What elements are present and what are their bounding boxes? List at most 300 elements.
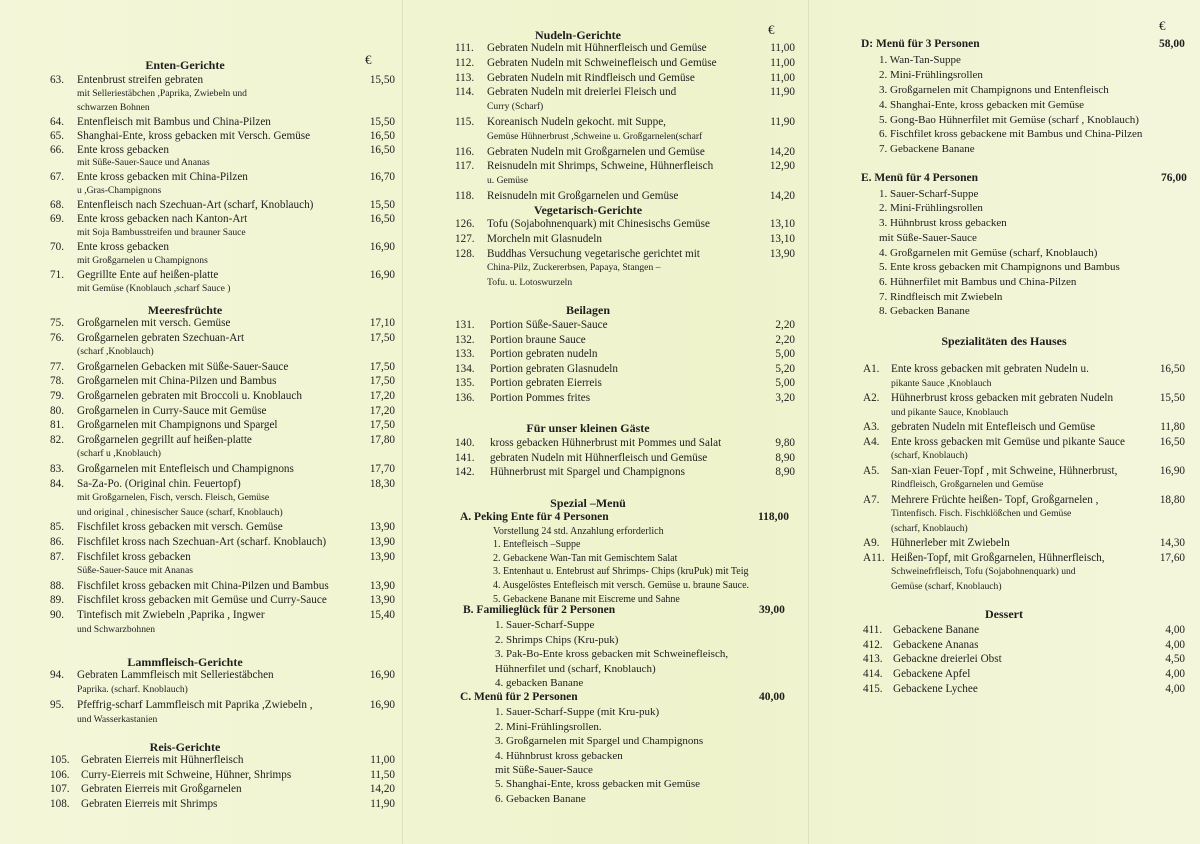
item-description: Fischfilet kross gebacken mit China-Pilzen und Bambus xyxy=(77,579,329,592)
item-description: Hühnerbrust kross gebacken mit gebraten Nudeln xyxy=(891,392,1114,404)
item-number: 89. xyxy=(50,594,64,607)
item-number: 136. xyxy=(455,392,475,404)
section-heading: Spezialitäten des Hauses xyxy=(941,334,1067,348)
item-price: 3,20 xyxy=(775,392,795,404)
item-description: Gebackene Lychee xyxy=(893,682,978,695)
item-number: 142. xyxy=(455,466,475,479)
item-price: 4,00 xyxy=(1165,638,1185,651)
section-heading: Für unser kleinen Gäste xyxy=(526,421,650,435)
item-number: 128. xyxy=(455,247,475,260)
menu-item xyxy=(50,360,395,374)
menu-item xyxy=(455,247,795,261)
item-number: 127. xyxy=(455,232,475,245)
set-menu-title: C. Menü für 2 Personen xyxy=(460,691,578,703)
section-heading: Vegetarisch-Gerichte xyxy=(533,203,643,217)
set-menu-course: 3. Hühnbrust kross gebacken xyxy=(879,217,1007,230)
item-number: 107. xyxy=(50,783,70,796)
item-price: 2,20 xyxy=(775,333,795,346)
item-price: 13,90 xyxy=(369,579,395,592)
set-menu-course: Vorstellung 24 std. Anzahlung erforderlich xyxy=(493,525,664,537)
item-price: 16,50 xyxy=(1159,435,1185,448)
item-subline: mit Großgarnelen u Champignons xyxy=(77,254,208,266)
item-price: 11,90 xyxy=(770,86,795,99)
menu-item xyxy=(455,436,795,450)
item-price: 17,50 xyxy=(369,419,395,432)
menu-item xyxy=(50,212,395,226)
item-subline: mit Gemüse (Knoblauch ,scharf Sauce ) xyxy=(77,282,231,294)
item-number: 141. xyxy=(455,451,475,464)
item-number: 114. xyxy=(455,86,475,99)
item-description: Großgarnelen in Curry-Sauce mit Gemüse xyxy=(77,404,267,417)
set-menu-course: mit Süße-Sauer-Sauce xyxy=(879,231,977,244)
menu-item xyxy=(50,668,395,682)
item-description: gebraten Nudeln mit Entefleisch und Gemüse xyxy=(891,421,1096,433)
item-number: 65. xyxy=(50,129,64,142)
item-subline: Süße-Sauer-Sauce mit Ananas xyxy=(77,565,193,577)
item-price: 9,80 xyxy=(775,437,795,449)
menu-item xyxy=(50,316,395,330)
item-price: 11,90 xyxy=(370,797,395,810)
section-heading: Lammfleisch-Gerichte xyxy=(127,655,243,669)
item-subline: Curry (Scharf) xyxy=(487,101,544,113)
set-menu-course: Hühnerfilet und (scharf, Knoblauch) xyxy=(495,662,656,675)
item-description: Großgarnelen mit versch. Gemüse xyxy=(77,317,231,329)
item-description: Reisnudeln mit Großgarnelen und Gemüse xyxy=(487,190,679,202)
item-price: 17,80 xyxy=(369,433,395,446)
item-number: 135. xyxy=(455,377,475,390)
menu-item xyxy=(50,477,395,491)
section-heading: Dessert xyxy=(985,607,1023,621)
item-number: 90. xyxy=(50,609,64,621)
item-price: 17,20 xyxy=(369,404,395,417)
item-price: 4,00 xyxy=(1165,624,1185,636)
menu-item xyxy=(455,451,795,465)
item-number: 134. xyxy=(455,362,475,375)
menu-item xyxy=(50,579,395,593)
euro-symbol: € xyxy=(768,22,775,37)
item-description: Portion braune Sauce xyxy=(490,333,586,346)
item-number: 414. xyxy=(863,668,883,681)
menu-item xyxy=(455,56,795,70)
item-price: 5,20 xyxy=(775,362,795,375)
item-number: 116. xyxy=(455,145,475,158)
item-number: 82. xyxy=(50,433,64,446)
item-price: 16,50 xyxy=(369,129,395,142)
item-number: 66. xyxy=(50,143,64,156)
menu-item xyxy=(863,464,1185,478)
item-subline: (scharf u ,Knoblauch) xyxy=(77,448,161,460)
menu-item xyxy=(50,389,395,403)
set-menu-course: 3. Großgarnelen mit Champignons und Entenfleisch xyxy=(879,83,1109,96)
menu-item xyxy=(863,536,1185,550)
item-number: 85. xyxy=(50,521,64,534)
item-description: Großgarnelen gegrillt auf heißen-platte xyxy=(77,433,252,446)
section-heading: Reis-Gerichte xyxy=(149,740,221,754)
item-description: Gebraten Eierreis mit Großgarnelen xyxy=(81,783,242,796)
item-price: 11,00 xyxy=(770,56,795,69)
item-price: 4,50 xyxy=(1165,653,1185,666)
item-description: Portion Pommes frites xyxy=(490,392,591,404)
item-subline: u. Gemüse xyxy=(487,175,529,187)
item-subline: Tintenfisch. Fisch. Fischklößchen und Gemüse xyxy=(891,508,1072,519)
menu-item xyxy=(50,462,395,476)
item-number: 84. xyxy=(50,477,64,490)
menu-item xyxy=(455,347,795,361)
menu-item xyxy=(455,318,795,332)
item-price: 14,30 xyxy=(1159,537,1185,549)
menu-item xyxy=(863,362,1185,376)
item-number: 83. xyxy=(50,463,64,475)
item-number: 86. xyxy=(50,536,64,548)
set-menu-course: 1. Sauer-Scharf-Suppe xyxy=(495,619,595,632)
set-menu-price: 40,00 xyxy=(759,691,785,703)
item-description: Tofu (Sojabohnenquark) mit Chinesischs Gemüse xyxy=(487,218,710,230)
menu-item xyxy=(455,362,795,376)
item-number: 76. xyxy=(50,331,64,344)
item-number: A11. xyxy=(863,551,885,564)
item-description: Curry-Eierreis mit Schweine, Hühner, Shrimps xyxy=(81,768,292,781)
menu-item xyxy=(50,520,395,534)
item-price: 15,50 xyxy=(369,115,395,128)
set-menu-price: 58,00 xyxy=(1159,38,1185,50)
item-description: Gebraten Nudeln mit Rindfleisch und Gemüse xyxy=(487,71,695,84)
item-price: 15,40 xyxy=(369,609,395,621)
item-number: 412. xyxy=(863,638,883,651)
item-price: 17,60 xyxy=(1159,551,1185,564)
item-number: 88. xyxy=(50,579,64,592)
item-description: Fischfilet kross gebacken mit Gemüse und Curry-Sauce xyxy=(77,594,327,607)
item-description: Gebackne dreierlei Obst xyxy=(893,653,1002,666)
menu-item xyxy=(863,638,1185,652)
set-menu-price: 76,00 xyxy=(1161,172,1187,184)
item-price: 16,90 xyxy=(369,240,395,253)
item-price: 16,90 xyxy=(369,699,395,711)
item-subline: Tofu. u. Lotoswurzeln xyxy=(487,277,573,289)
item-description: Gebraten Nudeln mit Großgarnelen und Gemüse xyxy=(487,145,705,158)
menu-item xyxy=(50,550,395,564)
item-number: 115. xyxy=(455,116,475,128)
set-menu-title: B. Familieglück für 2 Personen xyxy=(463,604,616,616)
item-price: 5,00 xyxy=(775,377,795,390)
item-description: Gebackene Ananas xyxy=(893,638,979,651)
set-menu-course: 8. Gebacken Banane xyxy=(879,305,970,318)
item-price: 16,90 xyxy=(369,268,395,281)
menu-item xyxy=(455,189,795,203)
item-number: 113. xyxy=(455,71,475,84)
set-menu-title: A. Peking Ente für 4 Personen xyxy=(460,511,609,523)
set-menu-title: D: Menü für 3 Personen xyxy=(861,38,980,50)
item-number: 64. xyxy=(50,115,64,128)
item-description: Gebraten Nudeln mit Schweinefleisch und Gemüse xyxy=(487,56,717,69)
item-number: 133. xyxy=(455,348,475,361)
set-menu-course: 4. gebacken Banane xyxy=(495,677,584,689)
item-number: 415. xyxy=(863,682,883,695)
item-description: Gebackene Banane xyxy=(893,624,980,636)
item-number: 81. xyxy=(50,419,64,432)
item-description: Großgarnelen Gebacken mit Süße-Sauer-Sauce xyxy=(77,360,289,373)
item-price: 15,50 xyxy=(369,199,395,212)
item-number: 87. xyxy=(50,550,64,563)
item-description: Gebraten Eierreis mit Shrimps xyxy=(81,797,218,810)
set-menu-course: 7. Rindfleisch mit Zwiebeln xyxy=(879,290,1003,303)
item-number: 79. xyxy=(50,390,64,402)
item-number: A9. xyxy=(863,537,880,549)
item-subline: China-Pilz, Zuckererbsen, Papaya, Stangen – xyxy=(487,262,661,274)
item-number: 75. xyxy=(50,317,64,329)
item-subline: Paprika. (scharf. Knoblauch) xyxy=(77,684,188,695)
menu-item xyxy=(455,115,795,129)
item-number: 105. xyxy=(50,754,70,766)
item-price: 11,90 xyxy=(770,116,795,128)
item-price: 13,90 xyxy=(369,594,395,607)
set-menu-course: 1. Sauer-Scharf-Suppe (mit Kru-puk) xyxy=(495,706,660,719)
menu-item xyxy=(455,232,795,246)
item-price: 16,50 xyxy=(1159,363,1185,375)
item-price: 18,30 xyxy=(369,477,395,490)
item-price: 2,20 xyxy=(775,319,795,331)
item-number: 78. xyxy=(50,375,64,388)
item-description: Gebraten Nudeln mit Hühnerfleisch und Gemüse xyxy=(487,42,707,54)
set-menu-course: 6. Hühnerfilet mit Bambus und China-Pilzen xyxy=(879,275,1077,288)
menu-item xyxy=(50,143,395,157)
item-price: 13,90 xyxy=(369,521,395,534)
item-number: 94. xyxy=(50,669,64,681)
item-price: 8,90 xyxy=(775,466,795,479)
menu-panel-left xyxy=(0,0,402,844)
menu-item xyxy=(863,667,1185,681)
item-price: 11,00 xyxy=(770,42,795,54)
item-price: 17,10 xyxy=(369,317,395,329)
set-menu-course: 4. Ausgelöstes Entefleisch mit versch. Gemüse u. braune Sauce. xyxy=(493,580,750,591)
menu-item xyxy=(50,753,395,767)
item-description: Gebraten Eierreis mit Hühnerfleisch xyxy=(81,754,244,766)
item-price: 16,90 xyxy=(369,669,395,681)
section-heading: Beilagen xyxy=(566,303,610,317)
section-heading: Meeresfrüchte xyxy=(147,303,223,317)
item-subline: Gemüse (scharf, Knoblauch) xyxy=(891,580,1002,592)
item-price: 16,70 xyxy=(369,171,395,184)
item-subline: und Wasserkastanien xyxy=(77,714,158,725)
set-menu-price: 118,00 xyxy=(758,511,789,523)
set-menu-course: 6. Gebacken Banane xyxy=(495,792,586,805)
menu-item xyxy=(455,159,795,173)
item-description: Heißen-Topf, mit Großgarnelen, Hühnerfleisch, xyxy=(891,551,1105,564)
item-description: Großgarnelen mit China-Pilzen und Bambus xyxy=(77,375,277,388)
item-description: Ente kross gebacken xyxy=(77,240,169,253)
item-price: 12,90 xyxy=(769,160,795,173)
menu-item xyxy=(50,768,395,782)
item-description: Portion Süße-Sauer-Sauce xyxy=(490,319,608,331)
item-description: Gebackene Apfel xyxy=(893,668,971,681)
menu-item xyxy=(455,217,795,231)
set-menu-course: 1. Entefleisch –Suppe xyxy=(493,539,581,551)
item-subline: pikante Sauce ,Knoblauch xyxy=(891,377,992,389)
menu-panel-middle xyxy=(402,0,809,844)
menu-item xyxy=(50,433,395,447)
set-menu-course: 7. Gebackene Banane xyxy=(879,143,975,156)
set-menu-course: 4. Shanghai-Ente, kross gebacken mit Gemüse xyxy=(879,98,1084,111)
item-description: Buddhas Versuchung vegetarische gerichtet mit xyxy=(487,247,700,260)
menu-item xyxy=(455,85,795,99)
menu-panel-right xyxy=(808,0,1200,844)
item-number: 131. xyxy=(455,319,475,331)
item-price: 11,80 xyxy=(1160,421,1185,433)
set-menu-course: 2. Mini-Frühlingsrollen xyxy=(879,68,983,81)
item-number: 67. xyxy=(50,171,64,184)
item-price: 13,90 xyxy=(369,550,395,563)
item-description: kross gebacken Hühnerbrust mit Pommes und Salat xyxy=(490,437,722,449)
menu-item xyxy=(50,331,395,345)
item-price: 4,00 xyxy=(1165,668,1185,681)
item-price: 16,50 xyxy=(369,213,395,225)
euro-symbol: € xyxy=(365,52,372,67)
item-description: Großgarnelen gebraten mit Broccoli u. Knoblauch xyxy=(77,390,302,402)
item-number: A3. xyxy=(863,421,880,433)
item-price: 4,00 xyxy=(1165,682,1185,695)
item-description: Pfeffrig-scharf Lammfleisch mit Paprika ,Zwiebeln , xyxy=(77,699,313,711)
item-price: 14,20 xyxy=(769,145,795,158)
item-subline: (scharf, Knoblauch) xyxy=(891,522,968,534)
item-description: Fischfilet kross gebacken xyxy=(77,550,191,563)
set-menu-course: mit Süße-Sauer-Sauce xyxy=(495,764,593,776)
menu-item xyxy=(50,782,395,796)
item-description: Fischfilet kross nach Szechuan-Art (scharf. Knoblauch) xyxy=(77,536,327,548)
set-menu-course: 2. Shrimps Chips (Kru-puk) xyxy=(495,633,619,646)
item-number: 111. xyxy=(455,42,474,54)
item-number: 95. xyxy=(50,699,64,711)
menu-item xyxy=(863,435,1185,449)
item-number: 68. xyxy=(50,199,64,212)
item-price: 14,20 xyxy=(369,783,395,796)
item-description: Mehrere Früchte heißen- Topf, Großgarnelen , xyxy=(891,493,1099,506)
menu-item xyxy=(455,465,795,479)
item-description: Hühnerbrust mit Spargel und Champignons xyxy=(490,466,685,479)
item-number: 112. xyxy=(455,56,475,69)
menu-item xyxy=(50,268,395,282)
menu-item xyxy=(863,391,1185,405)
item-price: 11,00 xyxy=(770,71,795,84)
euro-symbol: € xyxy=(1159,18,1166,33)
item-subline: (scharf, Knoblauch) xyxy=(891,450,968,461)
menu-item xyxy=(50,374,395,388)
item-price: 17,50 xyxy=(369,360,395,373)
menu-item xyxy=(50,593,395,607)
item-description: Großgarnelen mit Champignons und Spargel xyxy=(77,419,278,432)
menu-item xyxy=(50,698,395,712)
item-description: Großgarnelen gebraten Szechuan-Art xyxy=(77,331,245,344)
item-price: 13,90 xyxy=(369,536,395,548)
menu-item xyxy=(50,797,395,811)
menu-item xyxy=(455,391,795,405)
set-menu-course: 3. Großgarnelen mit Spargel und Champignons xyxy=(495,735,704,748)
menu-item xyxy=(863,652,1185,666)
item-description: Hühnerleber mit Zwiebeln xyxy=(891,537,1010,549)
item-price: 8,90 xyxy=(775,451,795,464)
item-number: 126. xyxy=(455,218,475,230)
item-subline: mit Soja Bambusstreifen und brauner Sauce xyxy=(77,226,246,238)
item-description: Ente kross gebacken nach Kanton-Art xyxy=(77,213,248,225)
menu-item xyxy=(863,682,1185,696)
item-price: 11,00 xyxy=(370,754,395,766)
item-number: 71. xyxy=(50,268,64,281)
section-heading: Spezial –Menü xyxy=(550,496,626,510)
item-price: 15,50 xyxy=(369,74,395,86)
item-price: 16,90 xyxy=(1159,464,1185,477)
item-description: Entenfleisch nach Szechuan-Art (scharf, Knoblauch) xyxy=(77,199,314,212)
item-number: 140. xyxy=(455,437,475,449)
item-price: 17,20 xyxy=(369,390,395,402)
set-menu-course: 3. Entenhaut u. Entebrust auf Shrimps- Chips (kruPuk) mit Teig xyxy=(493,566,749,578)
set-menu-course: 4. Großgarnelen mit Gemüse (scharf, Knoblauch) xyxy=(879,246,1098,259)
item-subline: schwarzen Bohnen xyxy=(77,101,150,113)
section-heading: Enten-Gerichte xyxy=(145,58,225,72)
item-number: A2. xyxy=(863,392,880,404)
menu-item xyxy=(50,240,395,254)
menu-item xyxy=(50,404,395,418)
item-description: Sa-Za-Po. (Original chin. Feuertopf) xyxy=(77,477,241,490)
item-description: Entenfleisch mit Bambus und China-Pilzen xyxy=(77,115,271,128)
item-subline: mit Großgarnelen, Fisch, versch. Fleisch, Gemüse xyxy=(77,492,270,504)
item-price: 17,50 xyxy=(369,375,395,388)
item-description: Reisnudeln mit Shrimps, Schweine, Hühnerfleisch xyxy=(487,160,714,173)
menu-item xyxy=(455,333,795,347)
item-subline: und original , chinesischer Sauce (scharf, Knoblauch) xyxy=(77,506,283,518)
menu-item xyxy=(50,535,395,549)
menu-item xyxy=(863,420,1185,434)
item-subline: Gemüse Hühnerbrust ,Schweine u. Großgarnelen(scharf xyxy=(487,130,703,142)
menu-item xyxy=(863,493,1185,507)
item-description: Ente kross gebacken mit Gemüse und pikante Sauce xyxy=(891,435,1125,448)
item-number: 63. xyxy=(50,74,64,86)
item-number: 80. xyxy=(50,404,64,417)
set-menu-price: 39,00 xyxy=(759,604,785,616)
menu-item xyxy=(50,170,395,184)
item-price: 17,70 xyxy=(369,463,395,475)
item-description: Großgarnelen mit Entefleisch und Champignons xyxy=(77,463,294,475)
item-price: 18,80 xyxy=(1159,493,1185,506)
item-subline: mit Selleriestäbchen ,Paprika, Zwiebeln und xyxy=(77,87,247,99)
set-menu-course: 2. Mini-Frühlingsrollen xyxy=(879,202,983,215)
set-menu-course: 5. Gong-Bao Hühnerfilet mit Gemüse (scharf , Knoblauch) xyxy=(879,113,1139,126)
item-description: Morcheln mit Glasnudeln xyxy=(487,232,602,245)
item-subline: mit Süße-Sauer-Sauce und Ananas xyxy=(77,157,210,169)
item-number: A7. xyxy=(863,493,880,506)
item-description: gebraten Nudeln mit Hühnerfleisch und Gemüse xyxy=(490,451,708,464)
item-subline: u ,Gras-Champignons xyxy=(77,185,162,197)
set-menu-course: 5. Shanghai-Ente, kross gebacken mit Gemüse xyxy=(495,778,700,791)
item-number: 108. xyxy=(50,797,70,810)
menu-item xyxy=(863,623,1185,637)
item-description: Gebraten Lammfleisch mit Selleriestäbchen xyxy=(77,669,274,681)
item-description: Tintefisch mit Zwiebeln ,Paprika , Ingwer xyxy=(77,609,265,621)
item-description: Fischfilet kross gebacken mit versch. Gemüse xyxy=(77,521,283,534)
item-number: 70. xyxy=(50,240,64,253)
item-number: 132. xyxy=(455,333,475,346)
item-number: 118. xyxy=(455,190,475,202)
menu-item xyxy=(455,71,795,85)
item-price: 15,50 xyxy=(1159,392,1185,404)
menu-item xyxy=(50,608,395,622)
menu-item xyxy=(50,129,395,143)
menu-item xyxy=(863,551,1185,565)
set-menu-course: 3. Pak-Bo-Ente kross gebacken mit Schweinefleisch, xyxy=(495,648,729,661)
item-price: 13,10 xyxy=(769,218,795,230)
item-number: A5. xyxy=(863,464,880,477)
item-number: 411. xyxy=(863,624,883,636)
item-price: 5,00 xyxy=(775,348,795,361)
item-number: 106. xyxy=(50,768,70,781)
item-number: A1. xyxy=(863,363,880,375)
